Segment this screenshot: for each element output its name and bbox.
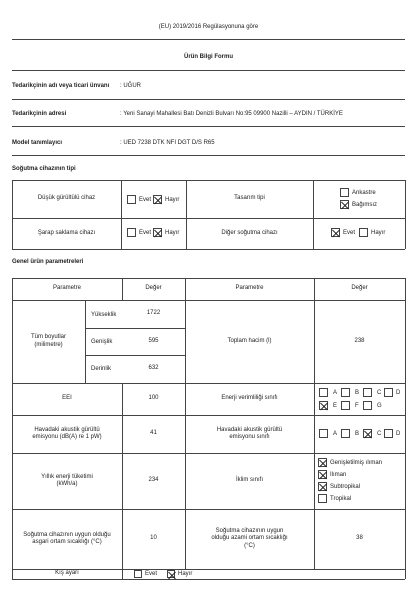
energy-class-d-label: D: [396, 390, 401, 396]
energy-class-g-checkbox[interactable]: [363, 401, 372, 410]
divider: [12, 39, 405, 40]
wine-no-checkbox[interactable]: [153, 228, 162, 237]
wine-no-label: Hayır: [165, 230, 180, 236]
type-section-heading: Soğutma cihazının tipi: [12, 166, 76, 172]
low-noise-yes-label: Evet: [139, 197, 152, 203]
wine-yes-label: Evet: [139, 230, 152, 236]
supplier-address-label: Tedarikçinin adresi: [12, 111, 67, 117]
col-header-value-2: Değer: [351, 285, 368, 292]
built-in-checkbox[interactable]: [340, 188, 349, 197]
total-volume-value: 238: [354, 337, 365, 344]
winter-no-checkbox[interactable]: [167, 570, 175, 578]
params-section-heading: Genel ürün parametreleri: [12, 259, 84, 265]
col-header-param-2: Parametre: [235, 285, 264, 292]
max-temp-label: Soğutma cihazının uygun olduğu azami ortam sıcaklığı (°C): [211, 528, 288, 549]
climate-class-label: İklim sınıfı: [235, 477, 263, 484]
divider: [12, 126, 405, 127]
min-temp-label: Soğutma cihazının uygun olduğu asgari ortam sıcaklığı (°C): [23, 531, 111, 545]
energy-class-a-checkbox[interactable]: [319, 388, 328, 397]
built-in-label: Ankastre: [352, 190, 376, 196]
model-label: Model tanımlayıcı: [12, 140, 63, 146]
noise-class-d-label: D: [396, 431, 401, 437]
total-volume-label: Toplam hacim (l): [227, 337, 272, 344]
supplier-name-label: Tedarikçinin adı veya ticari ünvanı: [12, 83, 110, 89]
energy-class-a-label: A: [333, 390, 338, 396]
divider: [12, 70, 405, 71]
height-value: 1722: [146, 310, 161, 317]
energy-class-b-checkbox[interactable]: [341, 388, 350, 397]
table-border: [12, 249, 405, 250]
noise-value: 41: [150, 430, 157, 437]
annual-energy-value: 234: [148, 477, 159, 484]
low-noise-no-checkbox[interactable]: [153, 195, 162, 204]
width-value: 595: [148, 337, 159, 344]
climate-extended-temperate-label: Genişletilmiş ılıman: [330, 460, 383, 466]
table-border: [121, 180, 122, 249]
wine-storage-label: Şarap saklama cihazı: [37, 229, 96, 236]
other-no-checkbox[interactable]: [359, 228, 368, 237]
other-no-label: Hayır: [371, 230, 386, 236]
climate-subtropical-checkbox[interactable]: [318, 482, 327, 491]
energy-class-f-label: F: [355, 403, 359, 409]
energy-class-e-label: E: [333, 403, 338, 409]
form-title: Ürün Bilgi Formu: [184, 54, 233, 60]
climate-tropical-label: Tropikal: [330, 496, 352, 502]
max-temp-value: 38: [356, 535, 363, 542]
climate-tropical-checkbox[interactable]: [318, 494, 327, 503]
divider: [12, 155, 405, 156]
col-header-param: Parametre: [52, 285, 81, 292]
model-value: : UED 7238 DTK NFI DGT D/S R65: [120, 140, 215, 146]
climate-temperate-label: Ilıman: [330, 472, 347, 478]
divider: [12, 99, 405, 100]
table-border: [12, 579, 405, 580]
winter-setting-label: Kış ayarı: [55, 570, 79, 577]
low-noise-yes-checkbox[interactable]: [127, 195, 136, 204]
eei-label: EEI: [62, 395, 72, 402]
noise-class-b-label: B: [355, 431, 360, 437]
noise-label: Havadaki akustik gürültü emisyonu (dB(A) re 1 pW): [32, 426, 102, 440]
freestanding-checkbox[interactable]: [340, 200, 349, 209]
noise-class-a-checkbox[interactable]: [319, 429, 328, 438]
winter-yes-label: Evet: [145, 571, 158, 577]
design-type-label: Tasarım tipi: [234, 195, 265, 202]
col-header-value: Değer: [145, 285, 162, 292]
depth-label: Derinlik: [91, 366, 112, 372]
table-border: [122, 569, 123, 579]
annual-energy-label: Yıllık enerji tüketimi (kWh/a): [41, 473, 93, 487]
low-noise-no-label: Hayır: [165, 197, 180, 203]
energy-class-c-label: C: [377, 390, 382, 396]
climate-temperate-checkbox[interactable]: [318, 470, 327, 479]
climate-extended-temperate-checkbox[interactable]: [318, 458, 327, 467]
table-border: [405, 278, 406, 579]
freestanding-label: Bağımsız: [352, 202, 378, 208]
depth-value: 632: [148, 365, 159, 372]
wine-yes-checkbox[interactable]: [127, 228, 136, 237]
noise-class-c-checkbox[interactable]: [363, 429, 372, 438]
other-yes-checkbox[interactable]: [331, 228, 340, 237]
noise-class-label: Havadaki akustik gürültü emisyonu sınıfı: [216, 426, 283, 440]
supplier-address-value: : Yeni Sanayi Mahallesi Batı Denizli Bulvarı No:95 09900 Nazilli – AYDIN / TÜRKİYE: [120, 111, 343, 117]
noise-class-d-checkbox[interactable]: [384, 429, 393, 438]
energy-class-f-checkbox[interactable]: [341, 401, 350, 410]
regulation-text: (EU) 2019/2016 Regülasyonuna göre: [158, 24, 259, 30]
climate-subtropical-label: Subtropikal: [330, 484, 361, 490]
width-label: Genişlik: [91, 339, 113, 345]
energy-class-g-label: G: [377, 403, 382, 409]
table-border: [313, 180, 314, 249]
eei-value: 100: [148, 395, 159, 402]
energy-class-e-checkbox[interactable]: [319, 401, 328, 410]
energy-class-d-checkbox[interactable]: [384, 388, 393, 397]
energy-class-c-checkbox[interactable]: [363, 388, 372, 397]
winter-no-label: Hayır: [178, 571, 193, 577]
other-yes-label: Evet: [343, 230, 356, 236]
height-label: Yükseklik: [91, 312, 117, 318]
supplier-name-value: : UĞUR: [120, 83, 141, 89]
energy-class-label: Enerji verimliliği sınıfı: [221, 395, 278, 402]
noise-class-a-label: A: [333, 431, 338, 437]
dimensions-label: Tüm boyutlar (milimetre): [30, 334, 66, 348]
other-appliance-label: Diğer soğutma cihazı: [221, 229, 278, 236]
noise-class-b-checkbox[interactable]: [341, 429, 350, 438]
table-border: [405, 180, 406, 249]
noise-class-c-label: C: [377, 431, 382, 437]
low-noise-label: Düşük gürültülü cihaz: [37, 195, 96, 202]
min-temp-value: 10: [150, 535, 157, 542]
energy-class-b-label: B: [355, 390, 360, 396]
table-border: [85, 300, 86, 383]
winter-yes-checkbox[interactable]: [134, 570, 142, 578]
